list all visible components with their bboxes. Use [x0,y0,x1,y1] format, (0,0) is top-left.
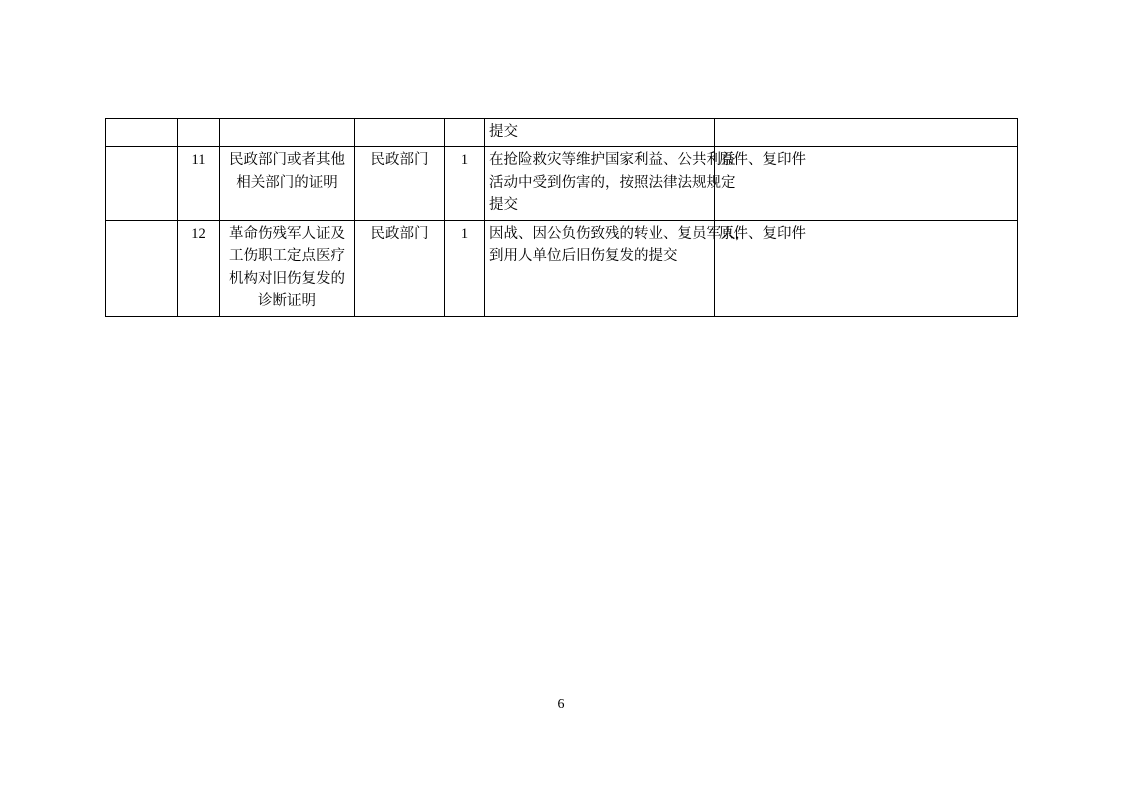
cell-department: 民政部门 [355,147,445,220]
description-line: 因战、因公负伤致残的转业、复员军人, [489,225,740,242]
cell-count [445,119,485,147]
cell-remark: 原件、复印件 [715,147,1018,220]
cell-count: 1 [445,147,485,220]
cell-description [485,147,736,220]
cell-first [106,147,178,220]
page-number: 6 [557,697,565,712]
cell-first [106,119,178,147]
table-row [106,147,1018,220]
cell-remark [715,119,1018,147]
description-line: 活动中受到伤害的，按照法律法规规定 [489,174,736,191]
cell-material-name: 民政部门或者其他相关部门的证明 [220,147,355,220]
requirements-table [105,118,1018,317]
cell-index: 11 [178,147,220,220]
cell-first [106,220,178,316]
cell-department [355,119,445,147]
cell-remark: 原件、复印件 [715,220,1018,316]
description-line: 提交 [489,197,518,214]
table-row [106,220,1018,316]
description-line: 到用人单位后旧伤复发的提交 [489,248,678,265]
cell-description [485,119,715,147]
cell-material-name: 革命伤残军人证及工伤职工定点医疗机构对旧伤复发的诊断证明 [220,220,355,316]
cell-index: 12 [178,220,220,316]
cell-material-name [220,119,355,147]
cell-department: 民政部门 [355,220,445,316]
description-line: 提交 [489,124,518,140]
cell-count: 1 [445,220,485,316]
table-row [106,119,1018,147]
cell-index [178,119,220,147]
cell-description [485,220,740,316]
description-line: 在抢险救灾等维护国家利益、公共利益 [489,152,736,169]
